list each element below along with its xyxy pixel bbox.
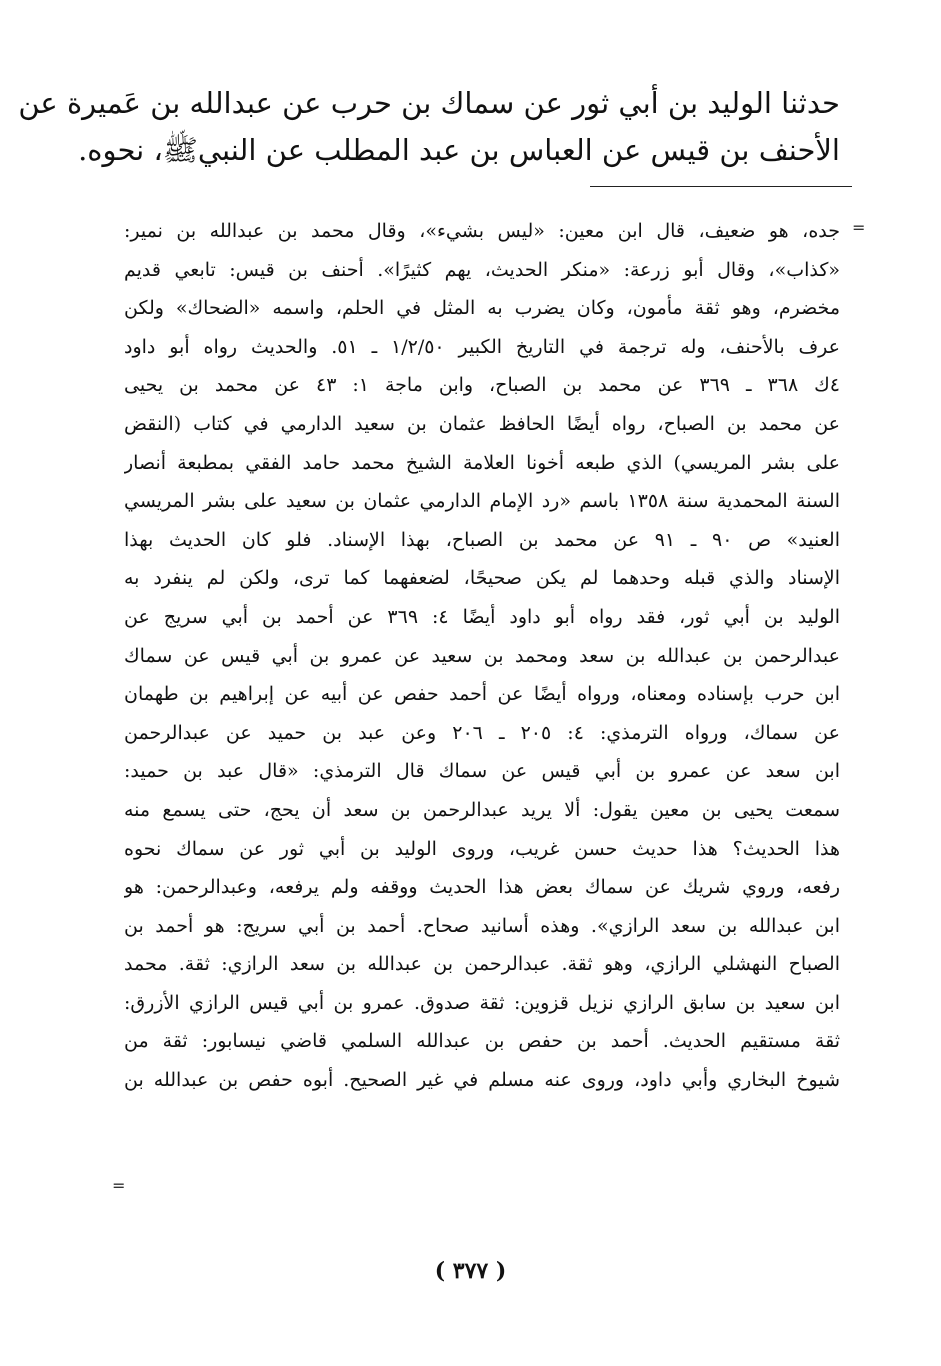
footnote-line: شيوخ البخاري وأبي داود، وروى عنه مسلم في غير الصحيح. أبوه حفص بن عبدالله بن [124, 1069, 840, 1092]
footnote-line: ابن سعيد بن سابق الرازي نزيل قزوين: ثقة صدوق. عمرو بن أبي قيس الرازي الأزرق: [124, 991, 840, 1014]
footnote [124, 212, 840, 1100]
footnote-line: عبدالرحمن بن عبدالله بن سعد ومحمد بن سعيد عن عمرو بن أبي قيس عن سماك [124, 644, 840, 667]
main-text-line: حدثنا الوليد بن أبي ثور عن سماك بن حرب عن عبدالله بن عَميرة عن [18, 86, 840, 120]
main-text-line: الأحنف بن قيس عن العباس بن عبد المطلب عن النبيﷺ، نحوه. [78, 133, 840, 167]
footnote-line: الصباح النهشلي الرازي، وهو ثقة. عبدالرحمن بن عبدالله بن سعد الرازي: ثقة. محمد [124, 953, 840, 976]
footnote-line: «كذاب»، وقال أبو زرعة: «منكر الحديث، يهم كثيرًا». أحنف بن قيس: تابعي قديم [124, 258, 840, 281]
footnote-line: عن محمد بن الصباح، رواه أيضًا الحافظ عثمان بن سعيد الدارمي في كتاب (النقض [124, 412, 840, 435]
footnote-line: عرف بالأحنف، وله ترجمة في التاريخ الكبير ١/٢/٥٠ ـ ٥١. والحديث رواه أبو داود [124, 335, 840, 358]
footnote-line: رفعه، وروي شريك عن سماك بعض هذا الحديث ووقفه ولم يرفعه، وعبدالرحمن: هو [124, 876, 840, 899]
continuation-mark-top: = [852, 218, 866, 237]
page-number: ( ٣٧٧ ) [434, 1258, 507, 1284]
footnote-line: الوليد بن أبي ثور، فقد رواه أبو داود أيضًا ٤: ٣٦٩ عن أحمد بن أبي سريج عن [124, 605, 840, 628]
footnote-line: مخضرم، وهو ثقة مأمون، وكان يضرب به المثل في الحلم، واسمه «الضحاك» ولكن [124, 297, 840, 320]
footnote-line: ابن حرب بإسناده ومعناه، ورواه أيضًا عن أحمد حفص عن أبيه عن إبراهيم بن طهمان [124, 683, 840, 706]
footnote-line: ٤ك ٣٦٨ ـ ٣٦٩ عن محمد بن الصباح، وابن ماجة ١: ٤٣ عن محمد بن يحيى [124, 374, 840, 397]
footnote-line: عن سماك، ورواه الترمذي: ٤: ٢٠٥ ـ ٢٠٦ وعن عبد بن حميد عن عبدالرحمن [124, 721, 840, 744]
footnote-line: على بشر المريسي) الذي طبعه أخونا العلامة الشيخ محمد حامد الفقي بمطبعة أنصار [124, 451, 840, 474]
footnote-line: العنيد» ص ٩٠ ـ ٩١ عن محمد بن الصباح، بهذا الإسناد. فلو كان الحديث بهذا [124, 528, 840, 551]
footnote-line: ابن عبدالله بن سعد الرازي». وهذه أسانيد صحاح. أحمد بن أبي سريج: هو أحمد بن [124, 914, 840, 937]
footnote-line: ابن سعد عن عمرو بن أبي قيس عن سماك قال الترمذي: «قال عبد بن حميد: [124, 760, 840, 783]
footnote-line: ثقة مستقيم الحديث. أحمد بن حفص بن عبدالله السلمي قاضي نيسابور: ثقة من [124, 1030, 840, 1053]
footnote-separator [590, 186, 852, 187]
footnote-line: السنة المحمدية سنة ١٣٥٨ باسم «رد الإمام الدارمي عثمان بن سعيد على بشر المريسي [124, 490, 840, 513]
footnote-line: هذا الحديث؟ هذا حديث حسن غريب، وروى الوليد بن أبي ثور عن سماك نحوه [124, 837, 840, 860]
continuation-mark-bottom: = [112, 1176, 126, 1195]
footnote-line: الإسناد والذي قبله وحدهما لم يكن صحيحًا، لضعفهما كما ترى، ولكن لم ينفرد به [124, 567, 840, 590]
footnote-line: جده، هو ضعيف، قال ابن معين: «ليس بشيء»، وقال محمد بن عبدالله بن نمير: [124, 220, 840, 242]
footnote-line: سمعت يحيى بن معين يقول: ألا يريد عبدالرحمن بن سعد أن يحج، حتى يسمع منه [124, 798, 840, 821]
main-text [18, 80, 840, 174]
